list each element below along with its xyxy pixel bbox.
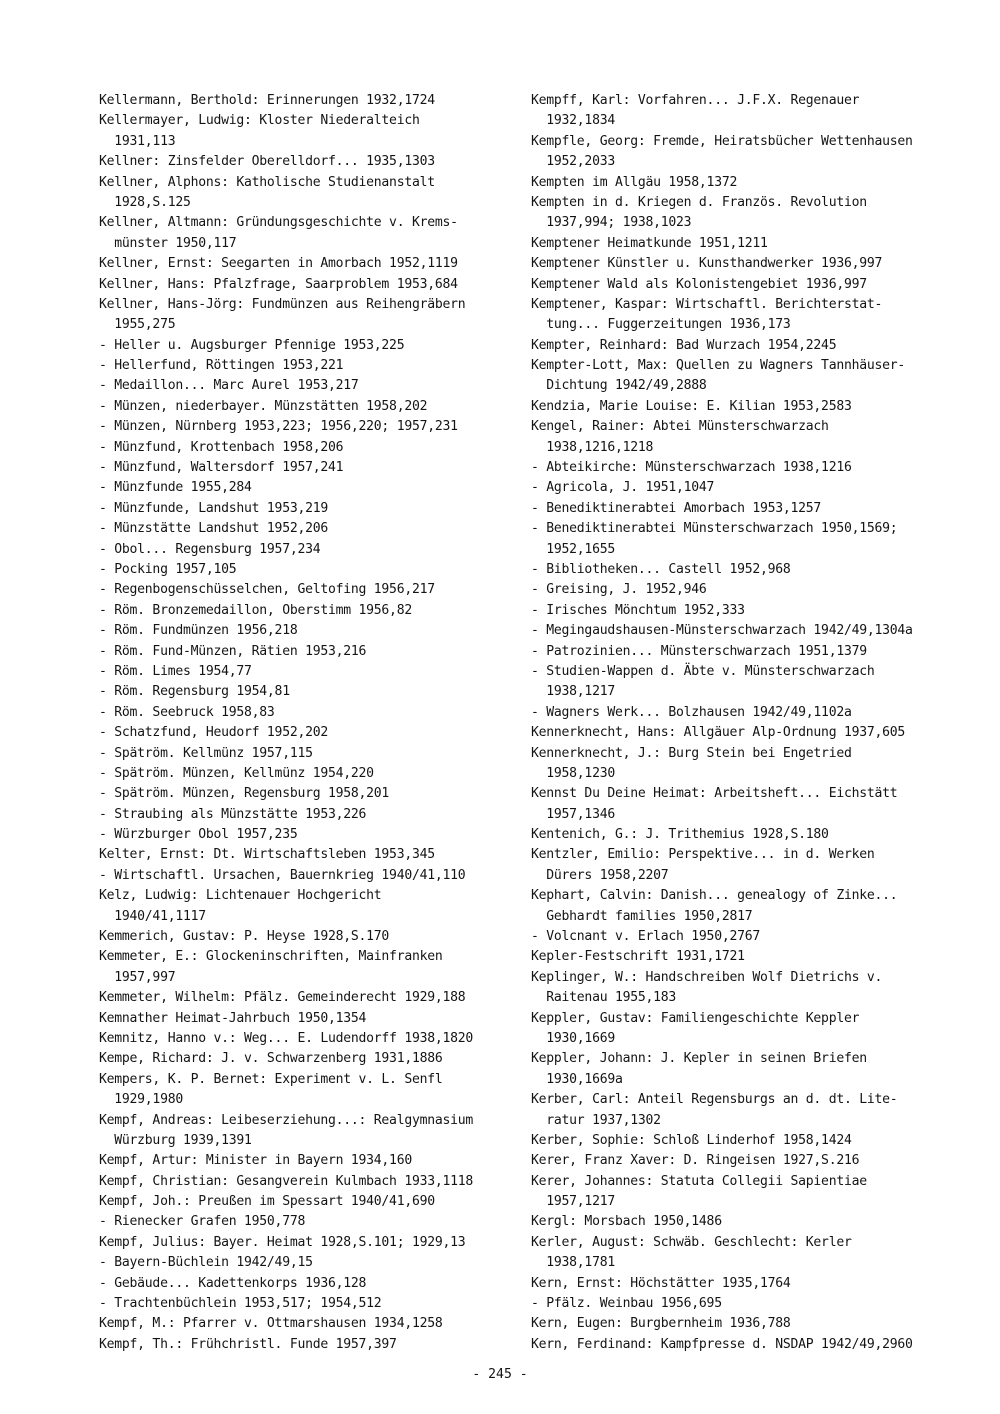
- index-entry-line: 1957,1217: [531, 1194, 615, 1210]
- index-entry-line: Kempten im Allgäu 1958,1372: [531, 174, 738, 190]
- index-entry-line: - Röm. Fund-Münzen, Rätien 1953,216: [99, 643, 367, 659]
- index-entry-line: 1928,S.125: [99, 194, 191, 210]
- index-entry-line: 1937,994; 1938,1023: [531, 215, 692, 231]
- index-entry-line: - Straubing als Münzstätte 1953,226: [99, 806, 367, 822]
- index-entry-line: - Schatzfund, Heudorf 1952,202: [99, 725, 328, 741]
- index-entry-line: Kerber, Sophie: Schloß Linderhof 1958,1424: [531, 1132, 852, 1148]
- index-entry-line: Kentenich, G.: J. Trithemius 1928,S.180: [531, 827, 829, 843]
- index-entry-line: - Studien-Wappen d. Äbte v. Münsterschwarzach: [531, 663, 875, 679]
- index-entry-line: Dürers 1958,2207: [531, 867, 669, 883]
- index-entry-line: 1955,275: [99, 317, 176, 333]
- index-entry-line: Kempers, K. P. Bernet: Experiment v. L. Senfl: [99, 1071, 443, 1087]
- index-entry-line: 1940/41,1117: [99, 908, 206, 924]
- index-entry-line: - Abteikirche: Münsterschwarzach 1938,1216: [531, 460, 852, 476]
- index-entry-line: Kempf, Th.: Frühchristl. Funde 1957,397: [99, 1336, 397, 1352]
- index-entry-line: Kempf, Christian: Gesangverein Kulmbach 1933,1118: [99, 1173, 474, 1189]
- index-entry-line: - Medaillon... Marc Aurel 1953,217: [99, 378, 359, 394]
- index-entry-line: Kemptener Wald als Kolonistengebiet 1936,997: [531, 276, 867, 292]
- index-entry-line: Kempten in d. Kriegen d. Französ. Revolution: [531, 194, 867, 210]
- index-entry-line: - Münzstätte Landshut 1952,206: [99, 521, 328, 537]
- index-entry-line: Kergl: Morsbach 1950,1486: [531, 1214, 722, 1230]
- index-entry-line: Keppler, Johann: J. Kepler in seinen Briefen: [531, 1051, 867, 1067]
- index-entry-line: Kerber, Carl: Anteil Regensburgs an d. dt. Lite-: [531, 1092, 898, 1108]
- index-entry-line: 1938,1781: [531, 1255, 615, 1271]
- index-entry-line: - Spätröm. Münzen, Kellmünz 1954,220: [99, 765, 374, 781]
- index-entry-line: 1929,1980: [99, 1092, 183, 1108]
- page-number: - 245 -: [472, 1367, 528, 1382]
- index-entry-line: 1932,1834: [531, 113, 615, 129]
- index-entry-line: - Regenbogenschüsselchen, Geltofing 1956,217: [99, 582, 435, 598]
- index-entry-line: - Irisches Mönchtum 1952,333: [531, 602, 745, 618]
- index-entry-line: Kellner, Ernst: Seegarten in Amorbach 1952,1119: [99, 256, 458, 272]
- index-entry-line: Kempf, Joh.: Preußen im Spessart 1940/41,690: [99, 1194, 435, 1210]
- index-entry-line: Kennst Du Deine Heimat: Arbeitsheft... Eichstätt: [531, 786, 898, 802]
- index-entry-line: Kern, Ferdinand: Kampfpresse d. NSDAP 1942/49,2960: [531, 1336, 913, 1352]
- index-entry-line: Kemnather Heimat-Jahrbuch 1950,1354: [99, 1010, 367, 1026]
- index-entry-line: - Münzfunde 1955,284: [99, 480, 252, 496]
- index-entry-line: - Patrozinien... Münsterschwarzach 1951,1379: [531, 643, 867, 659]
- index-entry-line: Kellner, Altmann: Gründungsgeschichte v. Krems-: [99, 215, 458, 231]
- index-entry-line: 1938,1216,1218: [531, 439, 654, 455]
- index-entry-line: Kellermann, Berthold: Erinnerungen 1932,1724: [99, 93, 435, 108]
- index-entry-line: Kentzler, Emilio: Perspektive... in d. Werken: [531, 847, 875, 863]
- index-entry-line: 1958,1230: [531, 765, 615, 781]
- index-entry-line: Kempe, Richard: J. v. Schwarzenberg 1931,1886: [99, 1051, 443, 1067]
- index-entry-line: - Agricola, J. 1951,1047: [531, 480, 715, 496]
- index-entry-line: Kemmeter, Wilhelm: Pfälz. Gemeinderecht 1929,188: [99, 990, 466, 1006]
- index-entry-line: 1957,1346: [531, 806, 615, 822]
- index-entry-line: Kemmerich, Gustav: P. Heyse 1928,S.170: [99, 929, 390, 945]
- index-entry-line: - Greising, J. 1952,946: [531, 582, 707, 598]
- index-entry-line: - Münzen, Nürnberg 1953,223; 1956,220; 1957,231: [99, 419, 458, 435]
- index-entry-line: - Würzburger Obol 1957,235: [99, 827, 298, 843]
- index-entry-line: Kerler, August: Schwäb. Geschlecht: Kerler: [531, 1234, 852, 1250]
- index-entry-line: Kemnitz, Hanno v.: Weg... E. Ludendorff 1938,1820: [99, 1030, 474, 1046]
- index-entry-line: Kephart, Calvin: Danish... genealogy of Zinke...: [531, 888, 898, 904]
- index-entry-line: Keppler, Gustav: Familiengeschichte Keppler: [531, 1010, 860, 1026]
- right-index-column: [531, 91, 971, 1355]
- left-index-column: [99, 91, 509, 1355]
- index-entry-line: Kempff, Karl: Vorfahren... J.F.X. Regenauer: [531, 93, 860, 108]
- index-entry-line: Kellner: Zinsfelder Oberelldorf... 1935,1303: [99, 154, 435, 170]
- index-entry-line: - Gebäude... Kadettenkorps 1936,128: [99, 1275, 367, 1291]
- index-entry-line: - Röm. Seebruck 1958,83: [99, 704, 275, 720]
- index-entry-line: Kern, Ernst: Höchstätter 1935,1764: [531, 1275, 791, 1291]
- index-entry-line: 1938,1217: [531, 684, 615, 700]
- index-entry-line: - Münzen, niederbayer. Münzstätten 1958,202: [99, 398, 428, 414]
- index-entry-line: - Pfälz. Weinbau 1956,695: [531, 1296, 722, 1312]
- index-entry-line: Kellner, Hans: Pfalzfrage, Saarproblem 1953,684: [99, 276, 458, 292]
- index-entry-line: Kengel, Rainer: Abtei Münsterschwarzach: [531, 419, 829, 435]
- index-entry-line: ratur 1937,1302: [531, 1112, 661, 1128]
- index-entry-line: - Münzfunde, Landshut 1953,219: [99, 500, 328, 516]
- index-entry-line: - Spätröm. Münzen, Regensburg 1958,201: [99, 786, 390, 802]
- index-entry-line: Kepler-Festschrift 1931,1721: [531, 949, 745, 965]
- index-entry-line: Würzburg 1939,1391: [99, 1132, 252, 1148]
- index-entry-line: Kern, Eugen: Burgbernheim 1936,788: [531, 1316, 791, 1332]
- index-entry-line: Gebhardt families 1950,2817: [531, 908, 753, 924]
- index-entry-line: Kellner, Hans-Jörg: Fundmünzen aus Reihengräbern: [99, 296, 466, 312]
- index-entry-line: Kerer, Franz Xaver: D. Ringeisen 1927,S.216: [531, 1153, 860, 1169]
- index-entry-line: 1952,2033: [531, 154, 615, 170]
- index-entry-line: - Spätröm. Kellmünz 1957,115: [99, 745, 313, 761]
- index-entry-line: - Hellerfund, Röttingen 1953,221: [99, 358, 344, 374]
- index-entry-line: tung... Fuggerzeitungen 1936,173: [531, 317, 791, 333]
- index-entry-line: - Röm. Fundmünzen 1956,218: [99, 623, 298, 639]
- index-entry-line: Kerer, Johannes: Statuta Collegii Sapientiae: [531, 1173, 867, 1189]
- index-entry-line: - Bibliotheken... Castell 1952,968: [531, 561, 791, 577]
- index-entry-line: Dichtung 1942/49,2888: [531, 378, 707, 394]
- index-entry-line: - Megingaudshausen-Münsterschwarzach 1942/49,1304a: [531, 623, 913, 639]
- index-entry-line: - Wagners Werk... Bolzhausen 1942/49,1102a: [531, 704, 852, 720]
- index-entry-line: 1930,1669a: [531, 1071, 623, 1087]
- index-entry-line: Raitenau 1955,183: [531, 990, 677, 1006]
- index-entry-line: - Wirtschaftl. Ursachen, Bauernkrieg 1940/41,110: [99, 867, 466, 883]
- index-entry-line: - Münzfund, Waltersdorf 1957,241: [99, 460, 344, 476]
- index-entry-line: Kempf, Julius: Bayer. Heimat 1928,S.101; 1929,13: [99, 1234, 466, 1250]
- index-entry-line: 1952,1655: [531, 541, 615, 557]
- index-entry-line: - Volcnant v. Erlach 1950,2767: [531, 929, 760, 945]
- index-entry-line: Kemptener Künstler u. Kunsthandwerker 1936,997: [531, 256, 883, 272]
- index-entry-line: - Röm. Regensburg 1954,81: [99, 684, 290, 700]
- index-entry-line: Kempf, M.: Pfarrer v. Ottmarshausen 1934,1258: [99, 1316, 443, 1332]
- index-entry-line: Kellner, Alphons: Katholische Studienanstalt: [99, 174, 435, 190]
- index-entry-line: - Rienecker Grafen 1950,778: [99, 1214, 306, 1230]
- index-entry-line: Kempfle, Georg: Fremde, Heiratsbücher Wettenhausen: [531, 133, 913, 149]
- index-entry-line: Kemptener Heimatkunde 1951,1211: [531, 235, 768, 251]
- index-entry-line: Kennerknecht, J.: Burg Stein bei Engetried: [531, 745, 852, 761]
- index-entry-line: Kendzia, Marie Louise: E. Kilian 1953,2583: [531, 398, 852, 414]
- index-entry-line: Kempter, Reinhard: Bad Wurzach 1954,2245: [531, 337, 837, 353]
- index-entry-line: Kelz, Ludwig: Lichtenauer Hochgericht: [99, 888, 382, 904]
- index-entry-line: 1957,997: [99, 969, 176, 985]
- index-entry-line: - Münzfund, Krottenbach 1958,206: [99, 439, 344, 455]
- index-entry-line: Kellermayer, Ludwig: Kloster Niederalteich: [99, 113, 420, 129]
- index-entry-line: Kelter, Ernst: Dt. Wirtschaftsleben 1953,345: [99, 847, 435, 863]
- index-entry-line: Kemmeter, E.: Glockeninschriften, Mainfranken: [99, 949, 443, 965]
- index-entry-line: 1931,113: [99, 133, 176, 149]
- index-entry-line: - Bayern-Büchlein 1942/49,15: [99, 1255, 313, 1271]
- index-entry-line: - Pocking 1957,105: [99, 561, 237, 577]
- index-entry-line: - Benediktinerabtei Münsterschwarzach 1950,1569;: [531, 521, 898, 537]
- index-entry-line: Kempf, Artur: Minister in Bayern 1934,160: [99, 1153, 412, 1169]
- index-entry-line: 1930,1669: [531, 1030, 615, 1046]
- index-entry-line: - Obol... Regensburg 1957,234: [99, 541, 321, 557]
- index-entry-line: - Röm. Bronzemedaillon, Oberstimm 1956,82: [99, 602, 412, 618]
- index-entry-line: Keplinger, W.: Handschreiben Wolf Dietrichs v.: [531, 969, 883, 985]
- index-entry-line: Kempf, Andreas: Leibeserziehung...: Realgymnasium: [99, 1112, 474, 1128]
- index-entry-line: - Benediktinerabtei Amorbach 1953,1257: [531, 500, 822, 516]
- index-entry-line: - Heller u. Augsburger Pfennige 1953,225: [99, 337, 405, 353]
- index-entry-line: - Trachtenbüchlein 1953,517; 1954,512: [99, 1296, 382, 1312]
- index-entry-line: münster 1950,117: [99, 235, 237, 251]
- index-entry-line: - Röm. Limes 1954,77: [99, 663, 252, 679]
- index-entry-line: Kemptener, Kaspar: Wirtschaftl. Berichterstat-: [531, 296, 883, 312]
- index-entry-line: Kennerknecht, Hans: Allgäuer Alp-Ordnung 1937,605: [531, 725, 906, 741]
- index-entry-line: Kempter-Lott, Max: Quellen zu Wagners Tannhäuser-: [531, 358, 906, 374]
